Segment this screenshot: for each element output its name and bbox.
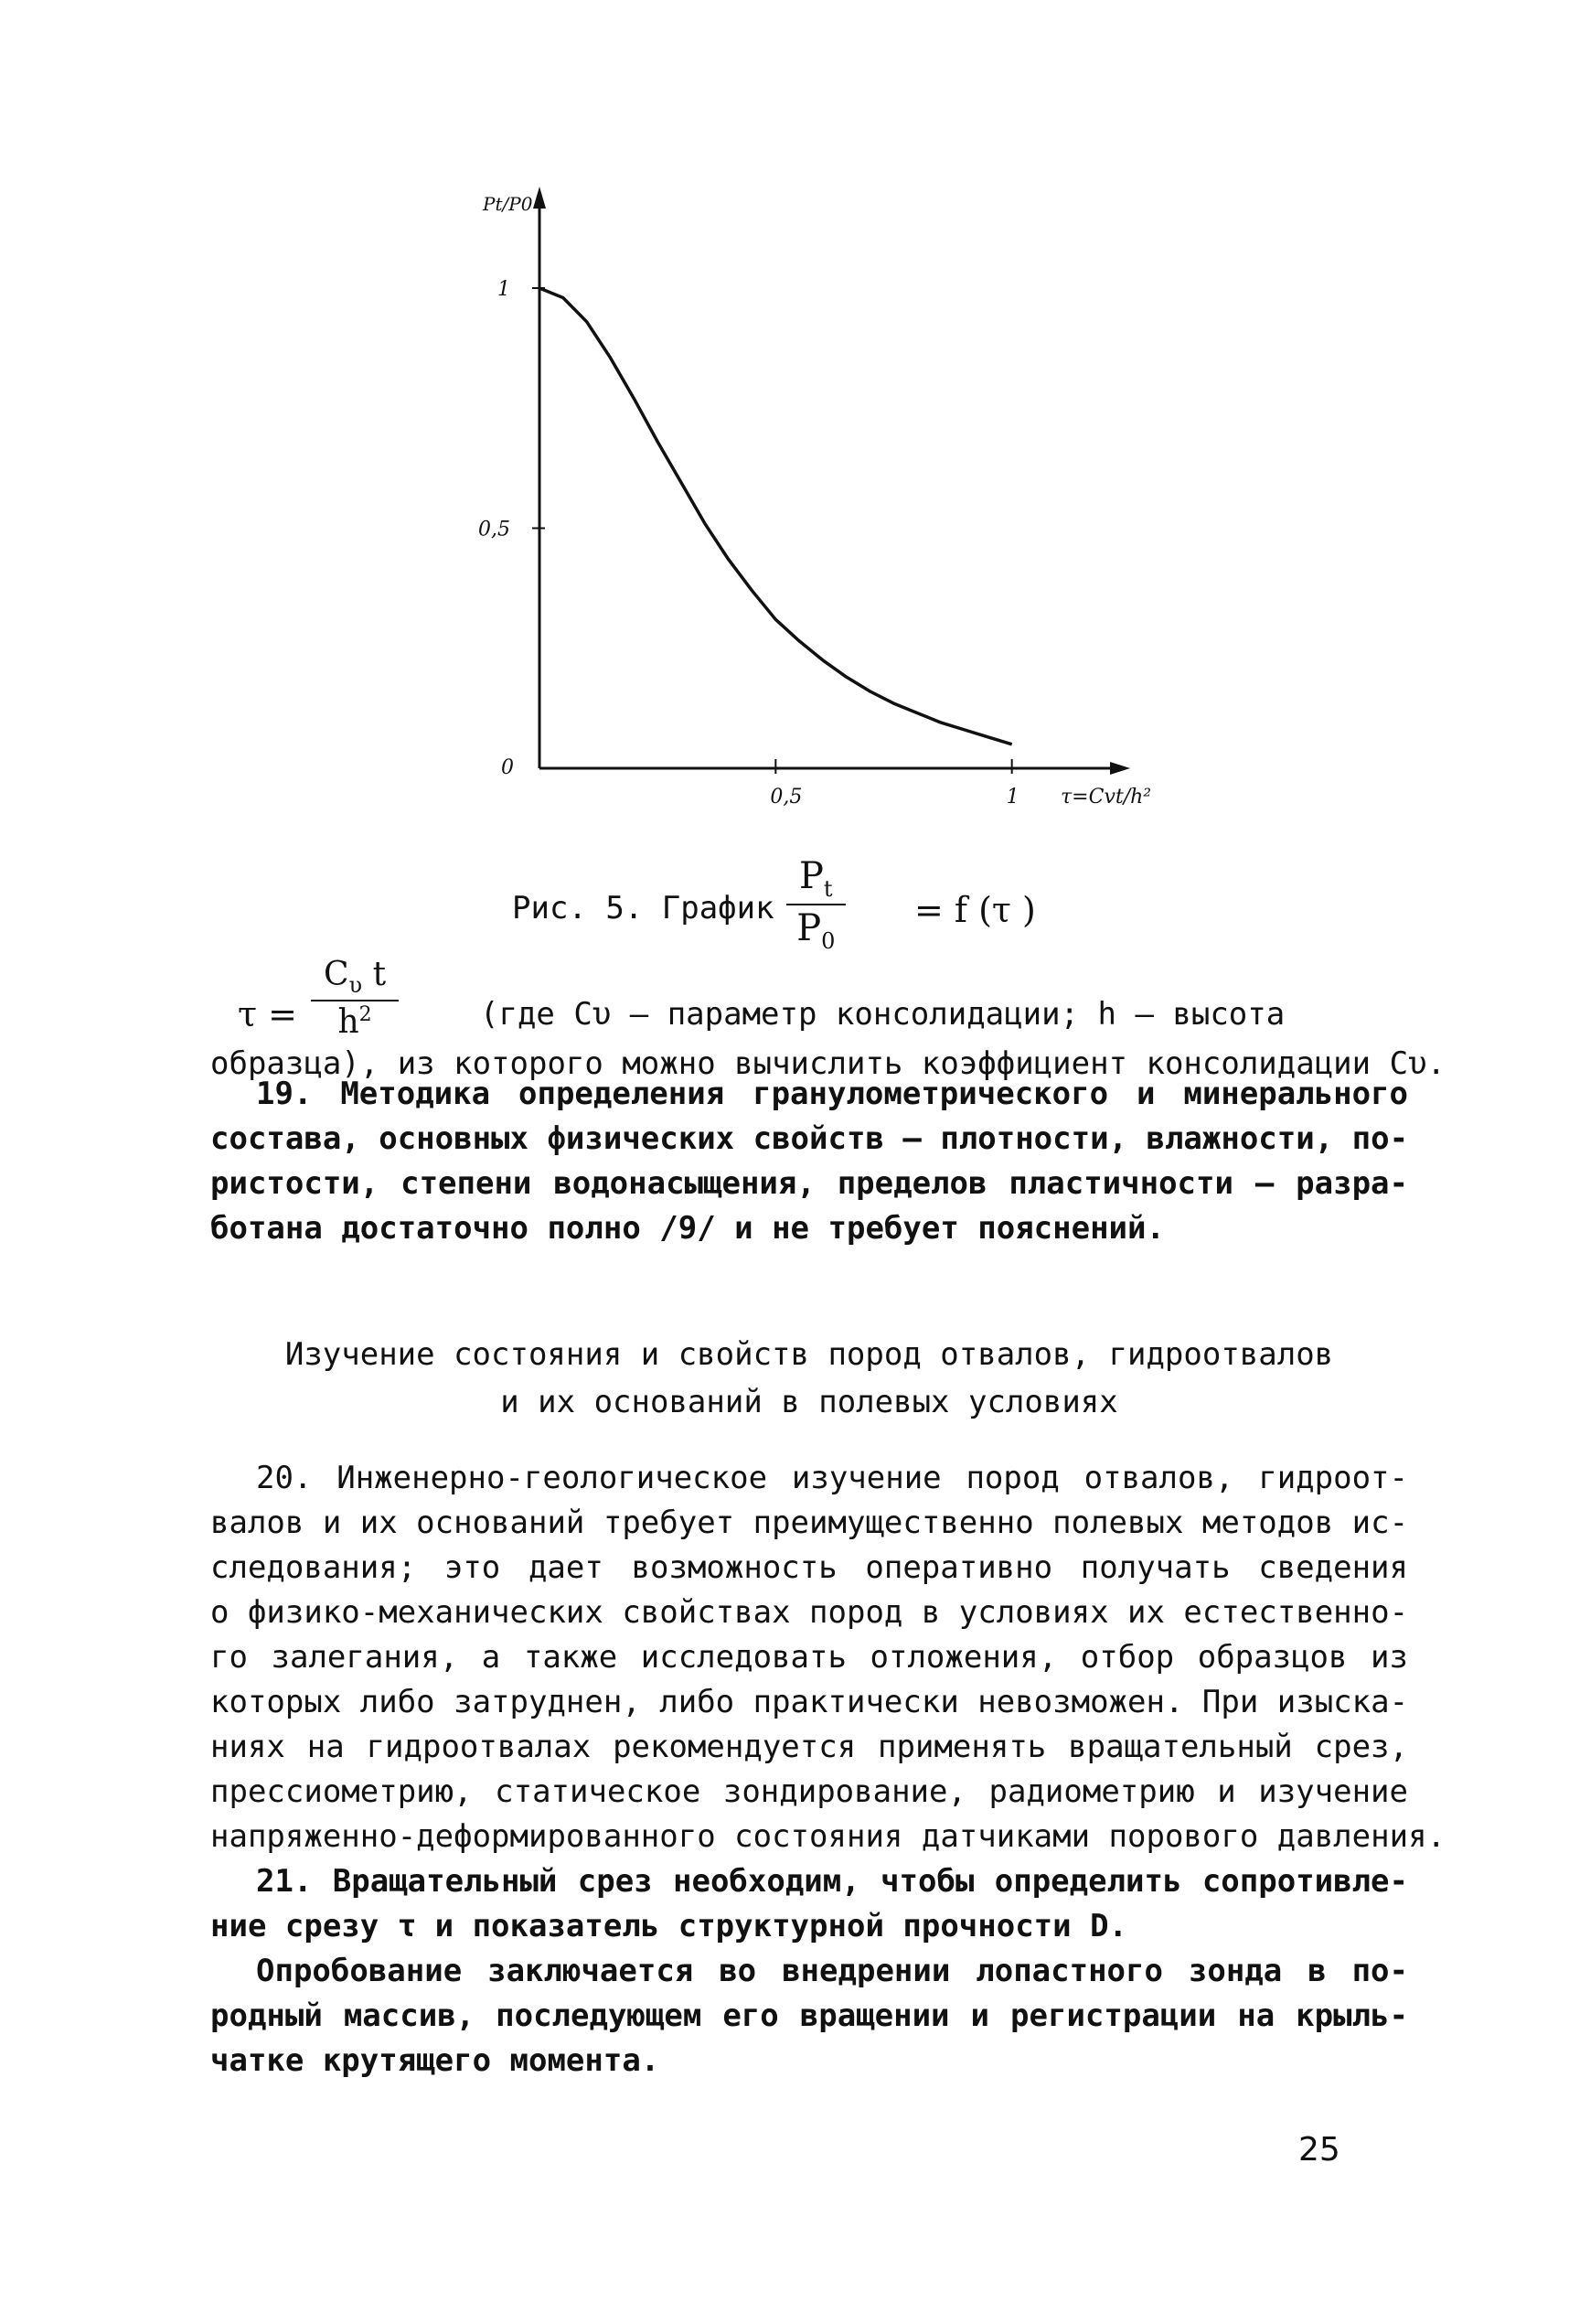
consolidation-chart <box>475 174 1152 832</box>
paragraph-line: напряженно-деформированного состояния датчиками порового давления. <box>210 1818 1446 1855</box>
paragraph-line: о физико-механических свойствах пород в условиях их естественно- <box>210 1594 1409 1631</box>
paragraph-line: 19. Методика определения гранулометрического и минерального <box>256 1076 1408 1112</box>
page-number: 25 <box>1298 2131 1340 2169</box>
caption-num-symbol: P <box>799 855 824 897</box>
formula-num-tail: t <box>362 956 387 993</box>
paragraph-line: ботана достаточно полно /9/ и не требует пояснений. <box>210 1210 1165 1247</box>
paragraph-line: родный массив, последующем его вращении и регистрации на крыль- <box>210 1997 1408 2034</box>
x-tick-label: 1 <box>1006 786 1019 809</box>
formula-fraction <box>311 956 399 1041</box>
paragraph-20 <box>210 1456 1446 1859</box>
paragraph-line: прессиометрию, статическое зондирование, радиометрию и изучение <box>210 1773 1408 1810</box>
formula-numerator <box>311 956 399 1001</box>
section-heading <box>210 1331 1408 1426</box>
chart-ticks <box>478 278 1019 809</box>
chart-labels <box>482 193 1151 809</box>
paragraph-line: ниях на гидроотвалах рекомендуется применять вращательный срез, <box>210 1729 1408 1765</box>
series-line <box>539 288 1012 744</box>
y-axis-label: Pt/P0 <box>483 193 533 215</box>
caption-num-sub: t <box>823 876 833 902</box>
x-axis-label: τ=Cvt/h² <box>1061 786 1152 809</box>
formula-denominator <box>311 1001 399 1041</box>
paragraph-line: ние срезу τ и показатель структурной прочности D. <box>210 1908 1128 1944</box>
heading-line: и их оснований в полевых условиях <box>500 1384 1118 1420</box>
caption-label: Рис. 5. График <box>512 890 774 926</box>
caption-fraction-denominator <box>786 905 846 954</box>
paragraph-line: 21. Вращательный срез необходим, чтобы определить сопротивле- <box>256 1863 1408 1900</box>
figure-caption <box>512 855 1152 965</box>
paragraph-line: ристости, степени водонасыщения, пределов пластичности – разра- <box>210 1165 1408 1202</box>
paragraph-21 <box>210 1859 1408 1949</box>
paragraph-line: го залегания, а также исследовать отложения, отбор образцов из <box>210 1639 1408 1676</box>
heading-line: Изучение состояния и свойств пород отвалов, гидроотвалов <box>284 1336 1334 1373</box>
y-axis-arrow-icon <box>533 187 546 209</box>
formula-lhs: τ = <box>238 994 297 1034</box>
caption-den-symbol: P <box>796 907 822 949</box>
formula-den-symbol: h <box>337 1003 359 1042</box>
paragraph-19 <box>210 1072 1408 1251</box>
formula-den-sup: 2 <box>358 1003 372 1027</box>
paragraph-line: следования; это дает возможность оперативно получать сведения <box>210 1549 1408 1586</box>
caption-rhs: = f (τ ) <box>914 890 1036 930</box>
paragraph-line: Опробование заключается во внедрении лопастного зонда в по- <box>256 1953 1408 1989</box>
paragraph-22 <box>210 1949 1408 2083</box>
paragraph-line: состава, основных физических свойств – плотности, влажности, по- <box>210 1120 1409 1157</box>
origin-label: 0 <box>501 756 514 779</box>
formula-num-symbol: C <box>324 956 349 993</box>
paragraph-line: валов и их оснований требует преимущественно полевых методов ис- <box>210 1505 1409 1541</box>
chart-axes <box>533 187 1130 775</box>
formula-tail: (где Cυ – параметр консолидации; h – высота <box>480 996 1286 1033</box>
paragraph-line: чатке крутящего момента. <box>210 2042 660 2079</box>
paragraph-line: которых либо затруднен, либо практически невозможен. При изыска- <box>210 1684 1409 1720</box>
chart-series <box>539 288 1012 744</box>
x-axis-arrow-icon <box>1110 762 1130 775</box>
caption-fraction-numerator <box>786 855 846 905</box>
formula-num-sub: υ <box>348 972 363 999</box>
caption-fraction <box>786 855 846 954</box>
y-tick-label: 0,5 <box>478 518 510 541</box>
caption-den-sub: 0 <box>821 928 836 954</box>
formula-continuation: образца), из которого можно вычислить коэффициент консолидации Cυ. <box>210 1045 1446 1082</box>
paragraph-line: 20. Инженерно-геологическое изучение пород отвалов, гидроот- <box>256 1460 1408 1496</box>
y-tick-label: 1 <box>497 278 510 301</box>
x-tick-label: 0,5 <box>770 786 803 809</box>
